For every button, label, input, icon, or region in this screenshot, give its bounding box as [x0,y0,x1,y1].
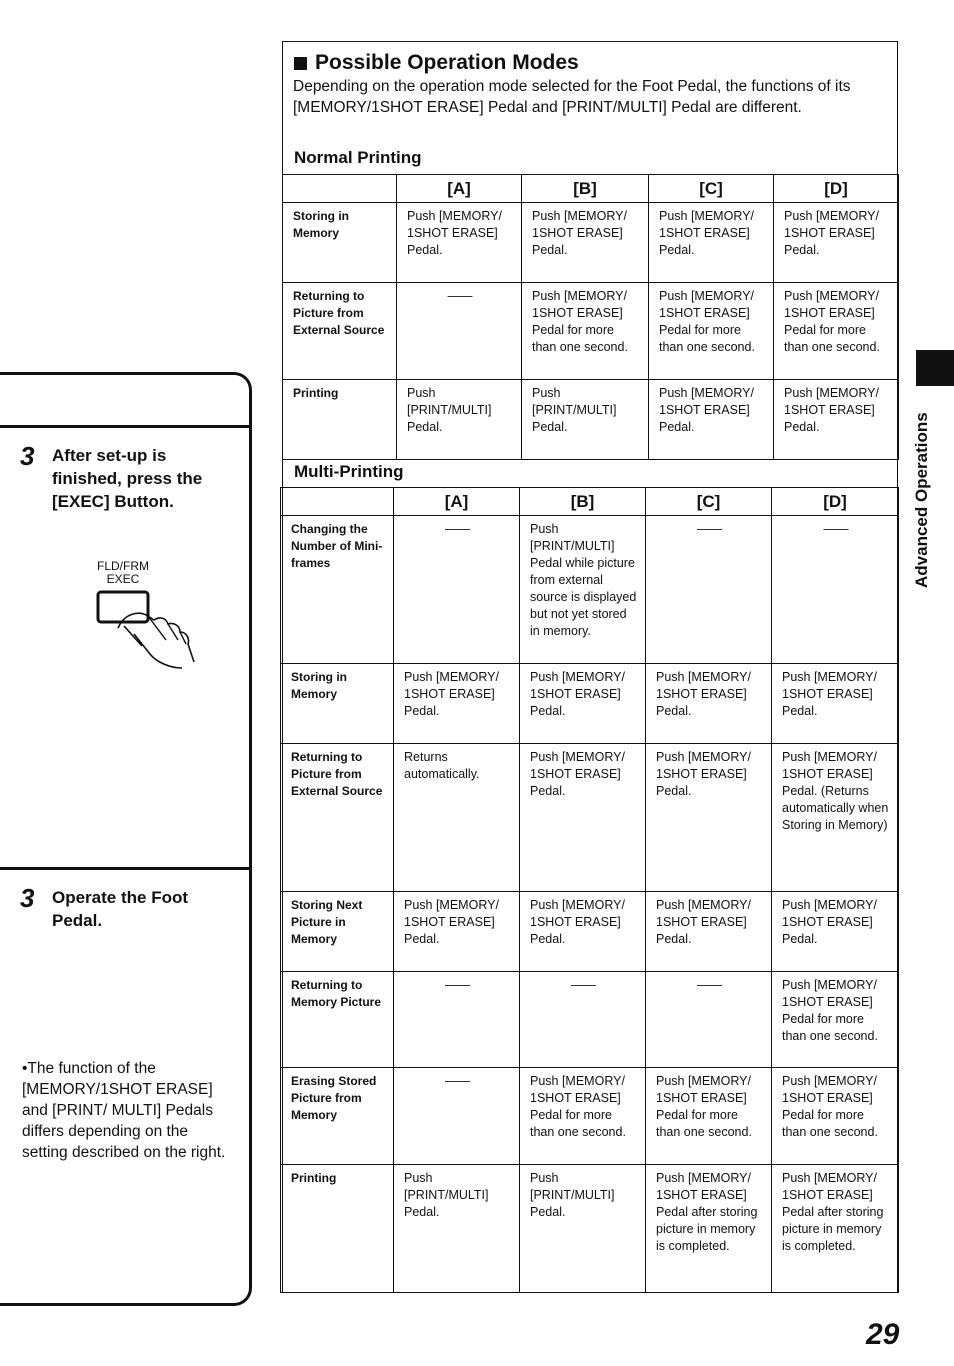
table-cell: Push [MEMORY/ 1SHOT ERASE] Pedal for more than one second. [646,1068,772,1165]
table-header-row [281,488,899,516]
table-cell: Push [MEMORY/ 1SHOT ERASE] Pedal after storing picture in memory is completed. [772,1165,899,1293]
column-header: [B] [522,175,649,203]
table-cell: Push [PRINT/MULTI] Pedal while picture from external source is displayed but not yet stored in memory. [520,516,646,664]
multi-printing-heading: Multi-Printing [294,462,404,481]
table-cell: Push [PRINT/MULTI] Pedal. [397,380,522,460]
table-cell: Push [MEMORY/ 1SHOT ERASE] Pedal for more than one second. [774,283,899,380]
multi-printing-table [280,487,899,1293]
table-cell: Push [PRINT/MULTI] Pedal. [522,380,649,460]
table-row [283,203,899,283]
table-cell: Push [MEMORY/ 1SHOT ERASE] Pedal. [649,203,774,283]
step-exec [20,441,232,513]
table-cell: Push [MEMORY/ 1SHOT ERASE] Pedal for more than one second. [772,1068,899,1165]
chapter-tab-marker [916,350,954,386]
table-row [281,1068,899,1165]
table-cell: Push [MEMORY/ 1SHOT ERASE] Pedal after storing picture in memory is completed. [646,1165,772,1293]
row-label: Storing in Memory [281,664,394,744]
step-instruction: Operate the Foot Pedal. [52,888,189,930]
table-cell: Push [MEMORY/ 1SHOT ERASE] Pedal. [394,892,520,972]
table-cell: Push [PRINT/MULTI] Pedal. [520,1165,646,1293]
table-cell: Push [PRINT/MULTI] Pedal. [394,1165,520,1293]
column-header: [A] [397,175,522,203]
table-row [281,744,899,892]
step-instruction: After set-up is finished, press the [EXEC] Button. [52,446,203,511]
table-cell: Push [MEMORY/ 1SHOT ERASE] Pedal for more than one second. [772,972,899,1068]
step-number: 3 [20,883,35,913]
row-label: Changing the Number of Mini-frames [281,516,394,664]
column-header: [C] [649,175,774,203]
table-cell: Push [MEMORY/ 1SHOT ERASE] Pedal. [522,203,649,283]
table-cell: —— [394,516,520,664]
table-cell: Push [MEMORY/ 1SHOT ERASE] Pedal for more than one second. [649,283,774,380]
normal-printing-table [282,174,899,460]
table-cell: —— [646,972,772,1068]
row-label: Returning to Memory Picture [281,972,394,1068]
table-row [281,664,899,744]
table-cell: Push [MEMORY/ 1SHOT ERASE] Pedal. [646,664,772,744]
table-cell: Push [MEMORY/ 1SHOT ERASE] Pedal. [394,664,520,744]
table-cell: Push [MEMORY/ 1SHOT ERASE] Pedal. [649,380,774,460]
column-header: [D] [774,175,899,203]
normal-printing-heading: Normal Printing [294,148,422,167]
row-label: Returning to Picture from External Source [283,283,397,380]
table-cell: —— [397,283,522,380]
pedal-note: •The function of the [MEMORY/1SHOT ERASE] and [PRINT/ MULTI] Pedals differs depending on the setting described on the right. [22,1060,226,1161]
table-row [281,972,899,1068]
table-row [283,380,899,460]
bullet-square-icon [294,57,307,70]
table-cell: Push [MEMORY/ 1SHOT ERASE] Pedal. [397,203,522,283]
column-header: [A] [394,488,520,516]
row-label: Returning to Picture from External Source [281,744,394,892]
section-title: Possible Operation Modes [294,51,579,75]
step-divider [0,425,252,428]
table-cell: —— [772,516,899,664]
page-number: 29 [866,1318,900,1351]
column-header: [D] [772,488,899,516]
row-label: Storing in Memory [283,203,397,283]
table-cell: Push [MEMORY/ 1SHOT ERASE] Pedal. [646,892,772,972]
table-cell: Push [MEMORY/ 1SHOT ERASE] Pedal. [520,892,646,972]
table-row [283,283,899,380]
table-row [281,516,899,664]
table-cell: Push [MEMORY/ 1SHOT ERASE] Pedal. [774,203,899,283]
step-number: 3 [20,441,35,471]
table-cell: Push [MEMORY/ 1SHOT ERASE] Pedal. [772,892,899,972]
table-cell: —— [520,972,646,1068]
table-cell: Push [MEMORY/ 1SHOT ERASE] Pedal. [520,664,646,744]
table-row [281,892,899,972]
column-header: [C] [646,488,772,516]
table-cell: Push [MEMORY/ 1SHOT ERASE] Pedal for more than one second. [520,1068,646,1165]
table-cell: —— [646,516,772,664]
corner-cell [283,175,397,203]
row-label: Printing [283,380,397,460]
hand-pressing-button-icon [94,588,206,674]
table-cell: —— [394,1068,520,1165]
table-cell: —— [394,972,520,1068]
table-row [281,1165,899,1293]
exec-button-label: FLD/FRM EXEC [97,559,149,586]
row-label: Printing [281,1165,394,1293]
row-label: Storing Next Picture in Memory [281,892,394,972]
row-label: Erasing Stored Picture from Memory [281,1068,394,1165]
table-cell: Returns automatically. [394,744,520,892]
table-cell: Push [MEMORY/ 1SHOT ERASE] Pedal. [520,744,646,892]
table-cell: Push [MEMORY/ 1SHOT ERASE] Pedal for more than one second. [522,283,649,380]
section-intro: Depending on the operation mode selected for the Foot Pedal, the functions of its [MEMORY/1SHOT ERASE] Pedal and [PRINT/MULTI] Pedal are different. [293,78,851,116]
step-divider [0,867,252,870]
column-header: [B] [520,488,646,516]
corner-cell [281,488,394,516]
table-cell: Push [MEMORY/ 1SHOT ERASE] Pedal. [774,380,899,460]
table-cell: Push [MEMORY/ 1SHOT ERASE] Pedal. (Returns automatically when Storing in Memory) [772,744,899,892]
table-cell: Push [MEMORY/ 1SHOT ERASE] Pedal. [646,744,772,892]
table-cell: Push [MEMORY/ 1SHOT ERASE] Pedal. [772,664,899,744]
chapter-tab-label: Advanced Operations [912,412,931,588]
table-header-row [283,175,899,203]
step-pedal [20,883,232,932]
